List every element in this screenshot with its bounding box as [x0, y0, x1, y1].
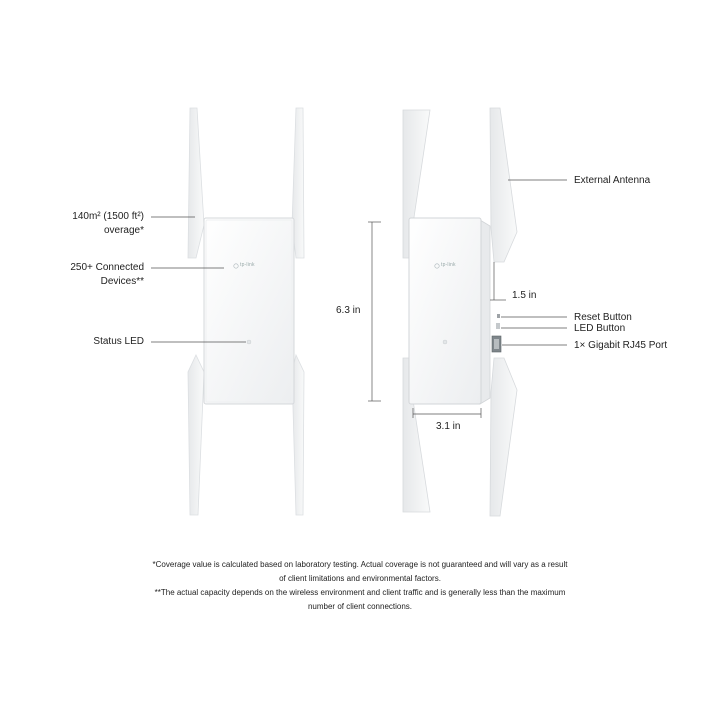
status-led-label: Status LED	[93, 336, 144, 347]
height-dimension-label: 6.3 in	[336, 305, 361, 316]
device-body-front	[204, 218, 294, 404]
led-button-label: LED Button	[574, 323, 626, 334]
antenna-label: External Antenna	[574, 175, 651, 186]
side-view-device	[403, 108, 517, 516]
rj45-port-label: 1× Gigabit RJ45 Port	[574, 340, 668, 351]
brand-logo-text: tp-link	[240, 262, 255, 268]
antenna-top-left	[188, 108, 204, 258]
reset-button-hole	[497, 314, 500, 318]
status-led	[247, 340, 251, 344]
side-antenna-top-right	[490, 108, 517, 262]
antenna-bottom-left	[188, 355, 204, 515]
side-antenna-bottom-right	[490, 358, 517, 516]
brand-logo-text-angled: tp-link	[441, 262, 456, 268]
coverage-label: 140m² (1500 ft²) overage*	[72, 211, 144, 236]
capacity-footnote: **The actual capacity depends on the wireless environment and client traffic and is generally less than the maximum number of client connections.	[154, 588, 566, 611]
devices-label: 250+ Connected Devices**	[70, 262, 144, 287]
reset-button-label: Reset Button	[574, 312, 632, 323]
coverage-footnote: *Coverage value is calculated based on laboratory testing. Actual coverage is not guaranteed and will vary as a result of client limitations and environmental factors.	[152, 560, 568, 583]
device-body-angled	[409, 218, 481, 404]
depth-dimension-label: 1.5 in	[512, 290, 537, 301]
front-view-device	[188, 108, 304, 515]
led-button-shape	[496, 323, 500, 329]
status-led-angled	[443, 340, 447, 344]
width-dimension-label: 3.1 in	[436, 421, 461, 432]
